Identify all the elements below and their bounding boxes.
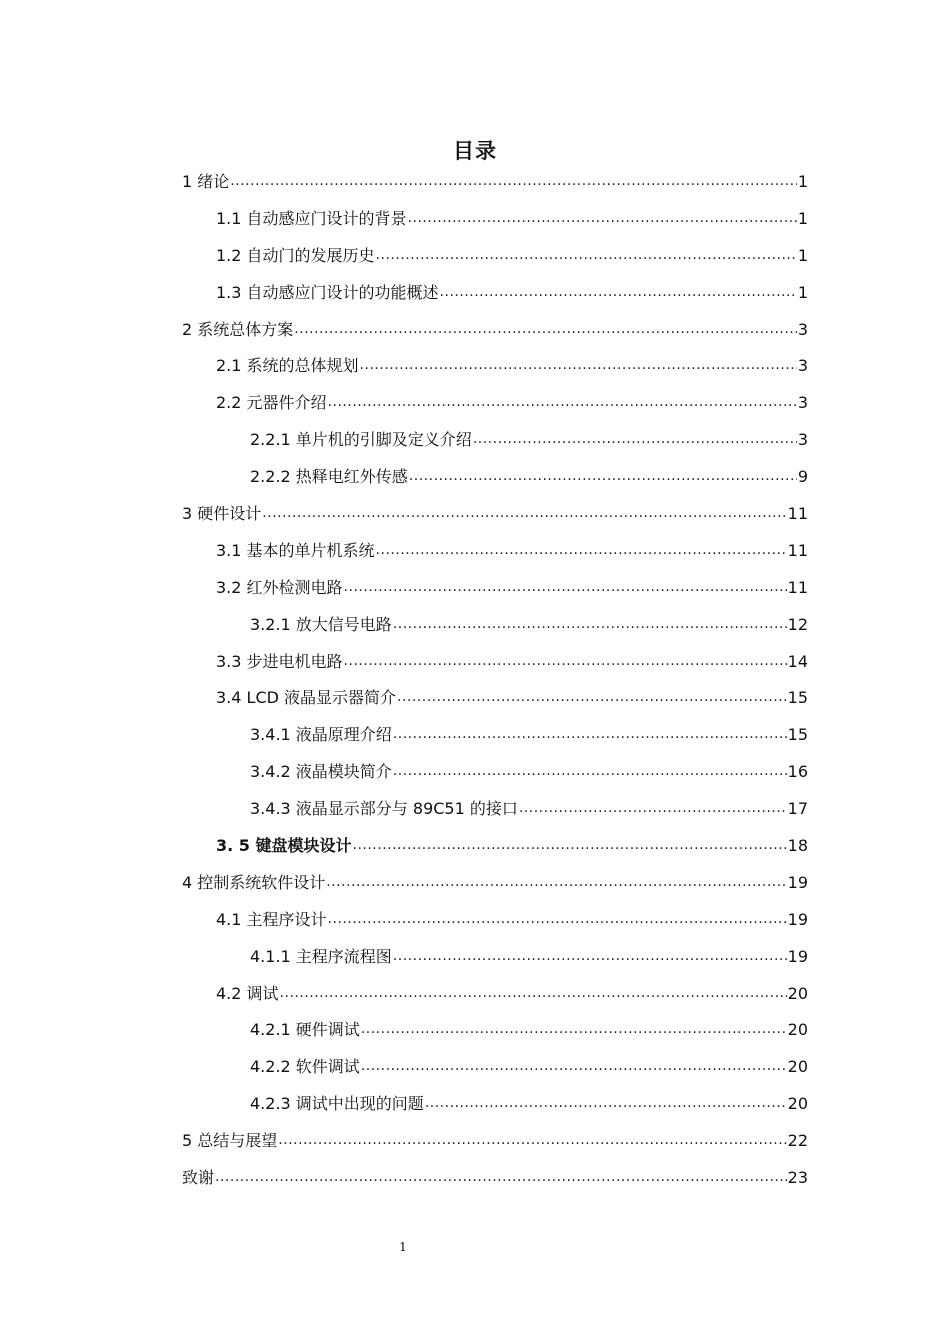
toc-entry-page: 19 — [787, 909, 808, 929]
toc-entry-page: 11 — [787, 577, 808, 597]
table-of-contents — [182, 169, 808, 1202]
toc-dot-leader — [393, 724, 787, 740]
toc-entry-page: 17 — [787, 799, 808, 819]
toc-dot-leader — [328, 392, 797, 408]
toc-dot-leader — [215, 1167, 787, 1183]
toc-dot-leader — [440, 282, 797, 298]
toc-entry-label: 1.3 自动感应门设计的功能概述 — [216, 282, 439, 302]
toc-entry[interactable] — [182, 280, 808, 317]
toc-dot-leader — [344, 577, 787, 593]
toc-dot-leader — [519, 798, 787, 814]
toc-entry[interactable] — [182, 427, 808, 464]
toc-entry-page: 20 — [787, 1020, 808, 1040]
toc-dot-leader — [280, 983, 787, 999]
toc-entry[interactable] — [182, 870, 808, 907]
toc-dot-leader — [408, 208, 797, 224]
toc-entry[interactable] — [182, 1054, 808, 1091]
toc-entry-label: 3 硬件设计 — [182, 504, 262, 524]
toc-entry-label: 3.2 红外检测电路 — [216, 577, 343, 597]
toc-dot-leader — [353, 835, 787, 851]
toc-entry-page: 11 — [787, 504, 808, 524]
page-number: 1 — [399, 1240, 407, 1254]
toc-dot-leader — [262, 503, 786, 519]
toc-entry[interactable] — [182, 759, 808, 796]
toc-entry[interactable] — [182, 1128, 808, 1165]
toc-entry-page: 19 — [787, 872, 808, 892]
toc-entry-label: 1 绪论 — [182, 172, 230, 191]
toc-entry-page: 20 — [787, 1094, 808, 1114]
toc-entry-page: 12 — [787, 614, 808, 634]
toc-dot-leader — [278, 1130, 786, 1146]
toc-entry-label: 4.2.2 软件调试 — [250, 1057, 360, 1077]
toc-entry[interactable] — [182, 243, 808, 280]
toc-entry[interactable] — [182, 796, 808, 833]
toc-entry-label: 4 控制系统软件设计 — [182, 872, 326, 892]
page-title: 目录 — [453, 139, 497, 163]
toc-entry-page: 1 — [797, 282, 808, 302]
toc-entry-label: 1.1 自动感应门设计的背景 — [216, 208, 407, 228]
toc-entry[interactable] — [182, 169, 808, 206]
toc-entry-page: 16 — [787, 762, 808, 782]
toc-dot-leader — [360, 355, 797, 371]
toc-entry-page: 18 — [787, 836, 808, 856]
toc-entry-page: 11 — [787, 540, 808, 560]
toc-entry-page: 1 — [797, 172, 808, 191]
toc-entry-page: 1 — [797, 208, 808, 228]
toc-entry-label: 1.2 自动门的发展历史 — [216, 245, 375, 265]
toc-entry-page: 1 — [797, 245, 808, 265]
toc-entry-label: 4.2 调试 — [216, 983, 279, 1003]
toc-entry-label: 2.2 元器件介绍 — [216, 393, 327, 413]
toc-entry[interactable] — [182, 833, 808, 870]
toc-entry[interactable] — [182, 464, 808, 501]
toc-entry-page: 23 — [787, 1168, 808, 1188]
toc-dot-leader — [473, 429, 797, 445]
toc-entry-page: 3 — [797, 356, 808, 376]
toc-entry-page: 20 — [787, 983, 808, 1003]
toc-dot-leader — [361, 1019, 787, 1035]
toc-entry[interactable] — [182, 612, 808, 649]
toc-entry-page: 3 — [797, 319, 808, 339]
toc-entry-label: 2.2.1 单片机的引脚及定义介绍 — [250, 430, 472, 450]
toc-entry[interactable] — [182, 1091, 808, 1128]
toc-entry-page: 3 — [797, 430, 808, 450]
toc-entry-page: 15 — [787, 688, 808, 708]
toc-entry-label: 3.4.3 液晶显示部分与 89C51 的接口 — [250, 799, 518, 819]
toc-entry-page: 3 — [797, 393, 808, 413]
toc-entry-label: 5 总结与展望 — [182, 1131, 278, 1151]
toc-entry-label: 3.4.1 液晶原理介绍 — [250, 725, 392, 745]
toc-entry[interactable] — [182, 1165, 808, 1202]
toc-entry-label: 3.2.1 放大信号电路 — [250, 614, 392, 634]
toc-entry[interactable] — [182, 649, 808, 686]
toc-entry[interactable] — [182, 501, 808, 538]
toc-dot-leader — [328, 909, 787, 925]
toc-entry-page: 20 — [787, 1057, 808, 1077]
toc-entry-page: 15 — [787, 725, 808, 745]
toc-entry-label: 4.1.1 主程序流程图 — [250, 946, 392, 966]
toc-entry-label: 3.4.2 液晶模块简介 — [250, 762, 392, 782]
toc-entry[interactable] — [182, 907, 808, 944]
toc-entry[interactable] — [182, 1017, 808, 1054]
toc-entry-label: 3.1 基本的单片机系统 — [216, 540, 375, 560]
toc-dot-leader — [425, 1093, 787, 1109]
toc-entry-label: 4.1 主程序设计 — [216, 909, 327, 929]
toc-dot-leader — [344, 651, 787, 667]
toc-entry-page: 22 — [787, 1131, 808, 1151]
toc-entry-label: 2.1 系统的总体规划 — [216, 356, 359, 376]
toc-dot-leader — [393, 946, 787, 962]
toc-dot-leader — [393, 761, 787, 777]
toc-entry[interactable] — [182, 685, 808, 722]
toc-dot-leader — [376, 540, 787, 556]
toc-entry-label: 4.2.3 调试中出现的问题 — [250, 1094, 424, 1114]
toc-entry-label: 3.3 步进电机电路 — [216, 651, 343, 671]
toc-dot-leader — [326, 872, 786, 888]
toc-entry-page: 9 — [797, 467, 808, 487]
toc-entry[interactable] — [182, 944, 808, 981]
toc-entry[interactable] — [182, 317, 808, 354]
toc-dot-leader — [397, 687, 787, 703]
toc-entry[interactable] — [182, 206, 808, 243]
toc-dot-leader — [230, 171, 797, 187]
toc-entry[interactable] — [182, 722, 808, 759]
toc-entry-label: 2.2.2 热释电红外传感 — [250, 467, 408, 487]
toc-entry-label: 2 系统总体方案 — [182, 319, 294, 339]
toc-entry-page: 14 — [787, 651, 808, 671]
toc-entry[interactable] — [182, 981, 808, 1018]
toc-entry-page: 19 — [787, 946, 808, 966]
toc-dot-leader — [393, 614, 787, 630]
toc-entry-label: 致谢 — [182, 1168, 215, 1188]
toc-entry[interactable] — [182, 575, 808, 612]
toc-dot-leader — [376, 245, 797, 261]
toc-dot-leader — [409, 466, 797, 482]
toc-entry[interactable] — [182, 390, 808, 427]
toc-entry-label: 4.2.1 硬件调试 — [250, 1020, 360, 1040]
toc-entry[interactable] — [182, 353, 808, 390]
toc-dot-leader — [294, 319, 797, 335]
toc-dot-leader — [361, 1056, 787, 1072]
toc-entry-label: 3.4 LCD 液晶显示器简介 — [216, 688, 397, 708]
toc-entry-label: 3. 5 键盘模块设计 — [216, 836, 352, 856]
toc-entry[interactable] — [182, 538, 808, 575]
